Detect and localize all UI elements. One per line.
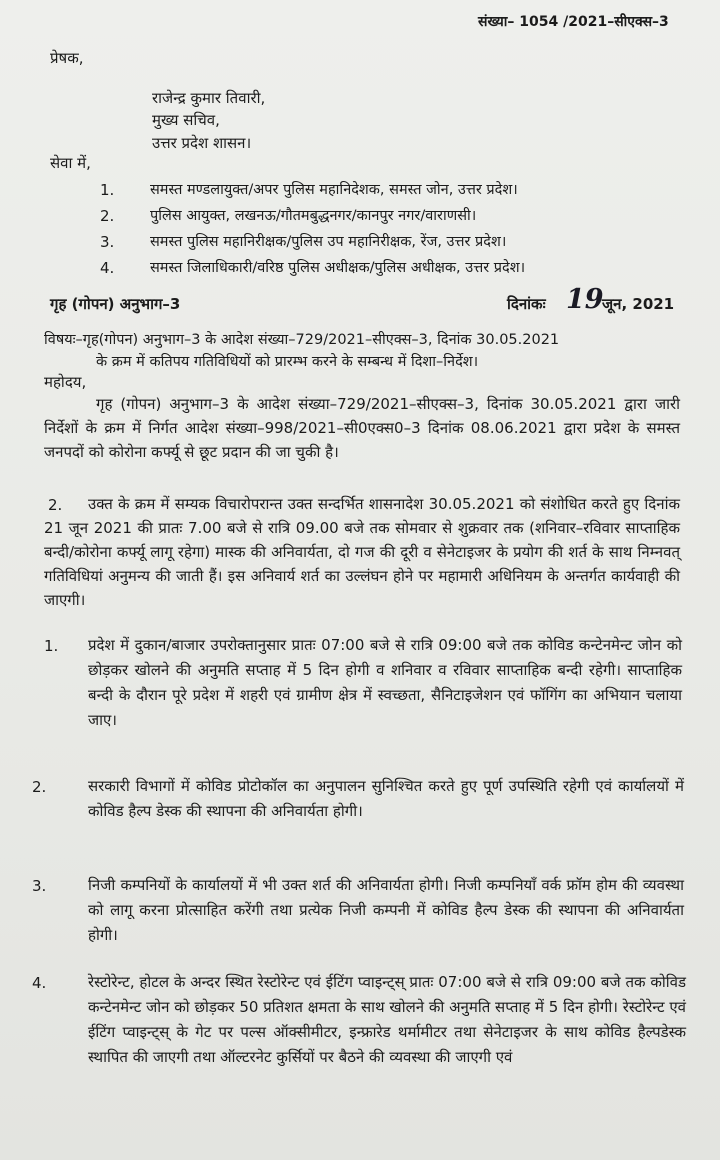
recipient-number: 1.	[100, 181, 115, 199]
date-month-year: जून, 2021	[602, 295, 675, 313]
sender-label: प्रेषक,	[50, 49, 84, 67]
department-heading: गृह (गोपन) अनुभाग–3	[50, 295, 181, 313]
intro-paragraph: गृह (गोपन) अनुभाग–3 के आदेश संख्या–729/2021–सीएक्स–3, दिनांक 30.05.2021 द्वारा जारी निर्देशों के क्रम में निर्गत आदेश संख्या–998/2021–सी0एक्स0–3 दिनांक 08.06.2021 द्वारा प्रदेश के समस्त जनपदों को कोरोना कर्फ्यू से छूट प्रदान की जा चुकी है।	[44, 395, 680, 461]
date-day-handwritten: 19	[566, 284, 604, 315]
point-text: रेस्टोरेन्ट, होटल के अन्दर स्थित रेस्टोरेन्ट एवं ईटिंग प्वाइन्ट्स् प्रातः 07:00 बजे से रात्रि 09:00 बजे तक कोविड कन्टेनमेन्ट जोन को छोड़कर 50 प्रतिशत क्षमता के साथ खोलने की अनुमति सप्ताह में 5 दिन होगी। रेस्टोरेन्ट एवं ईटिंग प्वाइन्ट्स् के गेट पर पल्स ऑक्सीमीटर, इन्फ्रारेड थर्मामीटर तथा सेनेटाइजर के साथ कोविड हैल्पडेस्क स्थापित की जाएगी तथा ऑल्टरनेट कुर्सियों पर बैठने की व्यवस्था की जाएगी एवं	[88, 973, 686, 1066]
recipients-label: सेवा में,	[50, 154, 91, 172]
recipient-number: 3.	[100, 233, 115, 251]
point-number: 1.	[44, 637, 59, 655]
recipient-item: समस्त जिलाधिकारी/वरिष्ठ पुलिस अधीक्षक/पुलिस अधीक्षक, उत्तर प्रदेश।	[150, 260, 526, 276]
point-text: सरकारी विभागों में कोविड प्रोटोकॉल का अनुपालन सुनिश्चित करते हुए पूर्ण उपस्थिति रहेगी एवं कार्यालयों में कोविड हैल्प डेस्क की स्थापना की अनिवार्यता होगी।	[88, 777, 684, 820]
point-text: निजी कम्पनियों के कार्यालयों में भी उक्त शर्त की अनिवार्यता होगी। निजी कम्पनियाँ वर्क फ्रॉम होम की व्यवस्था को लागू करना प्रोत्साहित करेंगी तथा प्रत्येक निजी कम्पनी में कोविड हैल्प डेस्क की स्थापना की अनिवार्यता होगी।	[88, 876, 684, 944]
sender-office: उत्तर प्रदेश शासन।	[152, 134, 252, 152]
point-number: 3.	[32, 877, 47, 895]
sender-designation: मुख्य सचिव,	[152, 111, 220, 129]
recipient-number: 4.	[100, 259, 115, 277]
reference-number: संख्या– 1054 /2021–सीएक्स–3	[478, 14, 669, 30]
recipient-number: 2.	[100, 207, 115, 225]
point-text: प्रदेश में दुकान/बाजार उपरोक्तानुसार प्रातः 07:00 बजे से रात्रि 09:00 बजे तक कोविड कन्टेनमेन्ट जोन को छोड़कर खोलने की अनुमति सप्ताह में 5 दिन होगी व शनिवार व रविवार साप्ताहिक बन्दी रहेगी। साप्ताहिक बन्दी के दौरान पूरे प्रदेश में शहरी एवं ग्रामीण क्षेत्र में स्वच्छता, सैनिटाइजेशन एवं फॉगिंग का अभियान चलाया जाए।	[88, 636, 682, 729]
subject-line-1: विषयः–गृह(गोपन) अनुभाग–3 के आदेश संख्या–729/2021–सीएक्स–3, दिनांक 30.05.2021	[44, 332, 560, 348]
recipient-item: समस्त पुलिस महानिरीक्षक/पुलिस उप महानिरीक्षक, रेंज, उत्तर प्रदेश।	[150, 234, 507, 250]
point-number: 4.	[32, 974, 47, 992]
salutation: महोदय,	[44, 373, 87, 391]
date-label: दिनांकः	[507, 295, 546, 313]
subject-line-2: के क्रम में कतिपय गतिविधियों को प्रारम्भ करने के सम्बन्ध में दिशा–निर्देश।	[96, 354, 479, 370]
recipient-item: पुलिस आयुक्त, लखनऊ/गौतमबुद्धनगर/कानपुर नगर/वाराणसी।	[150, 208, 477, 224]
point-number: 2.	[32, 778, 47, 796]
recipient-item: समस्त मण्डलायुक्त/अपर पुलिस महानिदेशक, समस्त जोन, उत्तर प्रदेश।	[150, 182, 518, 198]
paragraph-2-text: उक्त के क्रम में सम्यक विचारोपरान्त उक्त सन्दर्भित शासनादेश 30.05.2021 को संशोधित करते हुए दिनांक 21 जून 2021 की प्रातः 7.00 बजे से रात्रि 09.00 बजे तक सोमवार से शुक्रवार तक (शनिवार–रविवार साप्ताहिक बन्दी/कोरोना कर्फ्यू लागू रहेगा) मास्क की अनिवार्यता, दो गज की दूरी व सेनेटाइजर के प्रयोग की शर्त के साथ निम्नवत् गतिविधियां अनुमन्य की जाती हैं। इस अनिवार्य शर्त का उल्लंघन होने पर महामारी अधिनियम के अन्तर्गत कार्यवाही की जाएगी।	[44, 495, 680, 609]
paragraph-number: 2.	[48, 496, 63, 514]
sender-name: राजेन्द्र कुमार तिवारी,	[152, 89, 266, 107]
